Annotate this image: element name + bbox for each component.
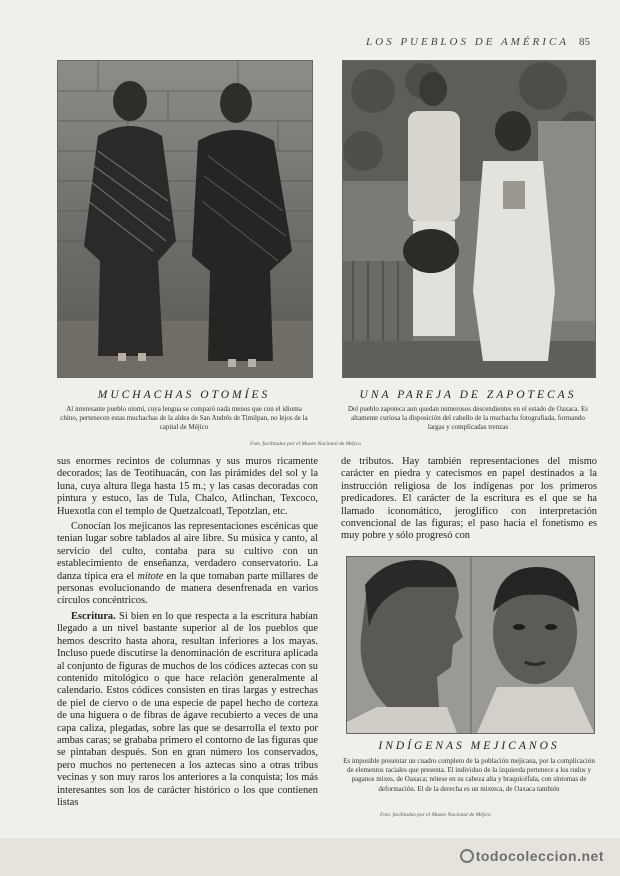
photo-credit-bottom: Fots. facilitadas por el Museo Nacional de Méjico	[380, 812, 491, 818]
logo-circle-icon	[460, 849, 474, 863]
paragraph-escritura-text: Si bien en lo que respecta a la escritura habían llegado a un nivel bastante superior al de los pueblos que hemos descrito hasta ahora, resultan inferiores a los mayas. Incluso puede discutirse la denominación de escritura aplicada al conjunto de figuras de muchos de los códices aztecas con su contenido mitológico o que hace relación generalmente al calendario. Estos códices consisten en tiras largas y estrechas de piel de ciervo o de una especie de papel hecho de corteza de una higuera o de fibras de ágave recubierto a veces de una capa caliza, plegadas, sobre las que se desarrolla el texto por ambas caras; se grababa primero el contorno de las figuras que se pintaban después. Son en gran número los conservados, pero muchos no pertenecen a los aztecas sino a otras tribus vecinas y son muy raros los anteriores a la conquista; los más interesantes son los de carácter histórico o los que contienen listas	[57, 610, 318, 808]
caption-text-otomies: Al interesante pueblo otomí, cuya lengua se comparó nada menos que con el idioma chino, pertenecen estas muchachas de la aldea de San Andrés de Timilpan, no lejos de la capital de Méjico	[60, 405, 308, 432]
photo-indigenas-mejicanos	[346, 556, 595, 734]
body-column-right	[341, 456, 597, 546]
caption-title-otomies: MUCHACHAS OTOMÍES	[97, 389, 271, 401]
section-heading-escritura: Escritura.	[71, 610, 116, 622]
caption-text-zapotecas: Del pueblo zapoteca aun quedan numerosos descendientes en el estado de Oaxaca. Es altamente curiosa la disposición del cabello de la muchacha fotografiada, formando largas y complicadas trenzas	[347, 405, 589, 432]
photo-pareja-zapotecas	[342, 60, 596, 378]
caption-title-zapotecas: UNA PAREJA DE ZAPOTECAS	[359, 389, 577, 401]
paragraph-music-dance-b: en la que tomaban parte millares de personas evolucionando de manera desenfrenada en varios círculos concéntricos.	[57, 570, 318, 607]
photo-credit-top: Fots. facilitadas por el Museo Nacional de Méjico	[250, 441, 361, 447]
page-number: 85	[579, 36, 590, 48]
running-head-title: LOS PUEBLOS DE AMÉRICA	[366, 36, 569, 48]
term-mitote: mitote	[137, 570, 164, 582]
paragraph-music-dance-a: Conocían los mejicanos las representaciones escénicas que tenían lugar sobre tablados al aire libre. Su música y canto, al servicio del culto, contaba para su cultivo con un establecimiento de enseñanza, verdadero conservatorio. La danza típica era el	[57, 521, 318, 582]
watermark-text: todocoleccion.net	[475, 848, 604, 864]
photo-muchachas-otomies	[57, 60, 313, 378]
watermark-logo	[460, 848, 604, 864]
paragraph-tributos: de tributos. Hay también representaciones del mismo carácter en piedra y catecismos en papel destinados a la instrucción religiosa de los indígenas por los primeros predicadores. El carácter de la escritura es el que se ha llamado iconomático, jeroglífico con interpretación convencional de las figuras; el paso hacia el fonetismo es muy pobre y sólo progresó con	[341, 456, 597, 542]
caption-text-indigenas: Es imposible presentar un cuadro completo de la población mejicana, por la complicación de elementos raciales que presenta. El individuo de la izquierda pertenece a los rudos y paganos mixes, de Oaxaca; nótese en su cabeza alta y braquicéfala, con síntomas de deformación. El de la derecha es un mixteca, de Oaxaca también	[343, 757, 595, 793]
caption-title-indigenas: INDÍGENAS MEJICANOS	[378, 740, 560, 752]
body-column-left	[57, 456, 318, 812]
paragraph-music-dance	[57, 521, 318, 608]
paragraph-escritura	[57, 611, 318, 810]
running-head	[320, 36, 590, 48]
paragraph-monuments: sus enormes recintos de columnas y sus muros ricamente decorados; las de Teotihuacán, con las pirámides del sol y la luna, cuya altura llega hasta 15 m.; y las casas decoradas con pintura y estuco, las de Tula, Chalco, Atlinchan, Texcoco, Huexotla con el templo de Quetzalcoatl, Tepotzlan, etc.	[57, 456, 318, 517]
